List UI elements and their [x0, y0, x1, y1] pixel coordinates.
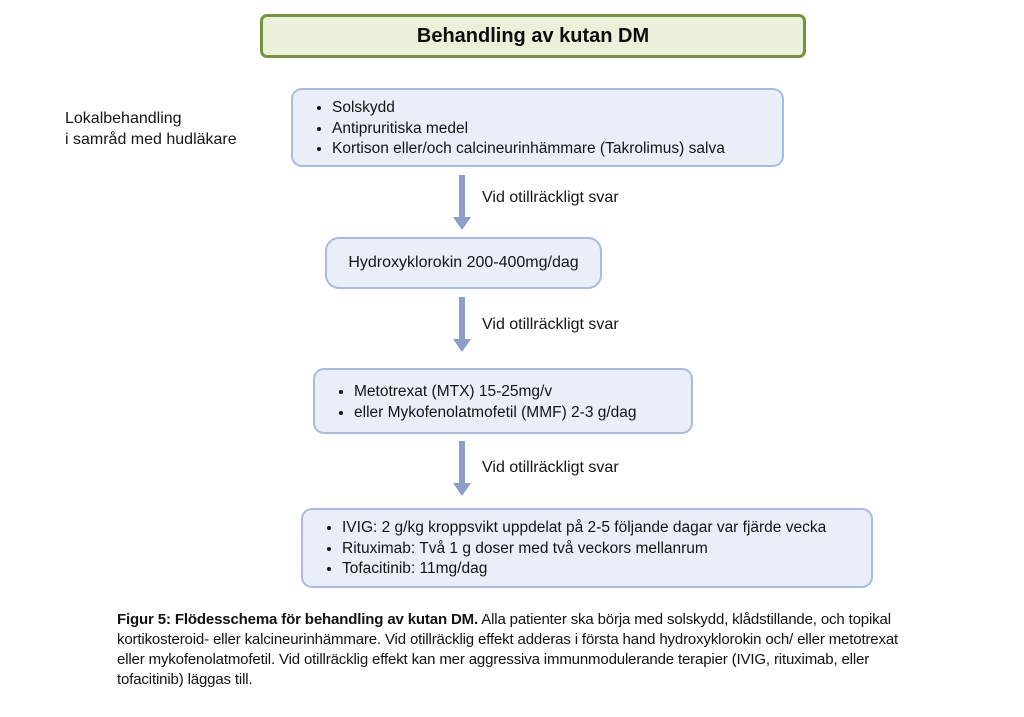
arrow-head	[453, 217, 471, 230]
list-item: • eller Mykofenolatmofetil (MMF) 2-3 g/dag	[354, 403, 683, 424]
arrow-label-3: Vid otillräckligt svar	[482, 459, 619, 476]
arrow-shaft	[459, 297, 465, 339]
down-arrow-2	[453, 297, 471, 352]
arrow-head	[453, 483, 471, 496]
arrow-shaft	[459, 175, 465, 217]
node-local-treatment	[291, 88, 784, 167]
list-item: • Solskydd	[332, 98, 774, 119]
list-item: • Metotrexat (MTX) 15-25mg/v	[354, 382, 683, 403]
list-item: • IVIG: 2 g/kg kroppsvikt uppdelat på 2-5 följande dagar var fjärde vecka	[342, 518, 863, 539]
flowchart-title-box	[260, 14, 806, 58]
node-methotrexate-mmf	[313, 368, 693, 434]
arrow-shaft	[459, 441, 465, 483]
list-item: • Rituximab: Två 1 g doser med två veckors mellanrum	[342, 539, 863, 560]
list-item: • Kortison eller/och calcineurinhämmare (Takrolimus) salva	[332, 139, 774, 160]
arrow-label-1: Vid otillräckligt svar	[482, 189, 619, 206]
flowchart-title: Behandling av kutan DM	[416, 24, 650, 47]
node-hydroxychloroquine	[325, 237, 602, 289]
side-label-line2: i samråd med hudläkare	[65, 131, 237, 148]
node-ivig-list	[303, 518, 871, 580]
list-item: • Tofacitinib: 11mg/dag	[342, 559, 863, 580]
arrow-label-2: Vid otillräckligt svar	[482, 316, 619, 333]
side-label-line1: Lokalbehandling	[65, 110, 182, 127]
node-hydroxychloroquine-text: Hydroxyklorokin 200-400mg/dag	[348, 253, 579, 271]
list-item: • Antipruritiska medel	[332, 119, 774, 140]
node-methotrexate-mmf-list	[315, 382, 691, 423]
down-arrow-3	[453, 441, 471, 496]
arrow-head	[453, 339, 471, 352]
figure-caption	[117, 610, 915, 690]
figure-caption-lead: Figur 5: Flödesschema för behandling av kutan DM.	[117, 611, 479, 628]
down-arrow-1	[453, 175, 471, 230]
figure-caption-body: Alla patienter ska börja med solskydd, klådstillande, och topikal kortikosteroid- eller kalcineurinhämmare. Vid otillräcklig effekt adderas i första hand hydroxyklorokin och/ eller metotrexat eller mykofenolatmofetil. Vid otillräcklig effekt kan mer aggressiva immunmodulerande terapier (IVIG, rituximab, eller tofacitinib) läggas till.	[117, 611, 899, 688]
node-local-treatment-list	[293, 98, 782, 160]
node-ivig-rituximab-tofacitinib	[301, 508, 873, 588]
side-label	[65, 108, 237, 150]
